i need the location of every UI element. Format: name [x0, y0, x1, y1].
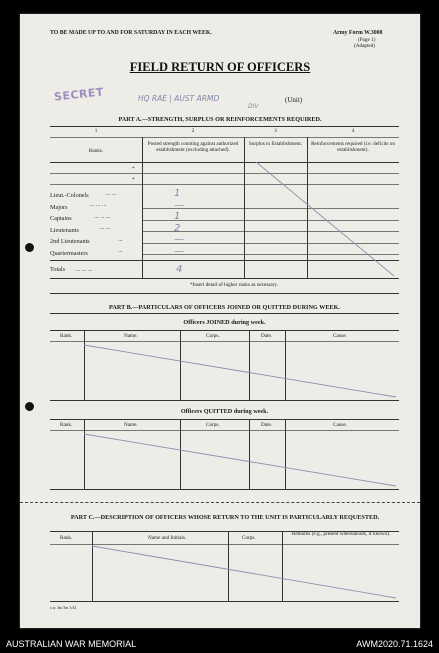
unit-handwritten: HQ RAE | AUST ARMD: [138, 94, 220, 103]
footer-accession: AWM2020.71.1624: [356, 639, 433, 649]
part-b-title: PART B.—PARTICULARS OF OFFICERS JOINED OR QUITTED DURING WEEK.: [109, 304, 340, 311]
joined-col-corps: Corps.: [206, 333, 220, 339]
col-number-4: 4: [351, 128, 355, 134]
partc-col-corps: Corps.: [242, 535, 256, 541]
rank-lieut-colonels: Lieut.-Colonels: [50, 192, 89, 199]
col-header-ranks: Ranks.: [88, 148, 104, 154]
star-row-2: *: [132, 177, 135, 183]
strength-lieut-colonels: 1: [174, 188, 181, 199]
punch-hole-bottom: [25, 402, 34, 411]
strength-2nd-lieutenants: —: [174, 234, 184, 245]
adapted-label: (Adapted): [354, 43, 376, 49]
partc-col-remarks: Remarks (e.g., present whereabouts, if known).: [291, 531, 391, 537]
part-a-note: *Insert detail of higher ranks as necessary.: [190, 282, 278, 288]
partc-strike: [92, 544, 399, 601]
unit-label: (Unit): [285, 96, 303, 104]
strength-values: [174, 188, 184, 257]
footer-credit: AUSTRALIAN WAR MEMORIAL: [6, 639, 137, 649]
joined-col-cause: Cause.: [333, 333, 347, 339]
strength-majors: —: [174, 199, 184, 211]
partc-col-name: Name and Initials.: [148, 535, 187, 541]
col-number-2: 2: [191, 128, 195, 134]
print-code: s.w. 3m 5m 1/41: [50, 605, 77, 610]
totals-value: 4: [176, 264, 183, 275]
star-row-1: *: [132, 166, 135, 172]
joined-col-rank: Rank.: [60, 333, 73, 339]
diagonal-strike: [244, 162, 399, 278]
col-header-surplus: Surplus to Establishment.: [248, 141, 303, 147]
joined-strike: [84, 341, 399, 400]
instruction-text: TO BE MADE UP TO AND FOR SATURDAY IN EACH WEEK.: [50, 30, 212, 36]
form-sheet: TO BE MADE UP TO AND FOR SATURDAY IN EACH WEEK. Army Form W.3008 (Page 1) (Adapted) FIELD RETURN OF OFFICERS SECRET HQ RAE | AUST ARMD DIV (Unit) PART A.—STRENGTH, SURPLUS OR REINFORCEMENTS REQUIRED. 1 2 3 4 Ranks. Posted strength counting against authorized establishment (excluding attached). Surplus to Establishment. Reinforcements required (i.e. deficits on establishment). * * Lieut.-Colonels Majors Captains Lieutenants 2nd Lieutenants Quartermasters ... ... ... ... ... ... ... ... ... ... ... ... 1 — 1 2 — — Totals ... ... ... 4 *Insert detail of higher ranks as necessary. PART B.—PARTICULARS OF OFFICERS JOINED OR QUITTED DURING WEEK. Officers JOINED during week. Rank. Name. Corps. Date. Cause. Officers QUITTED during week. Rank. Name. Corps. Date. Cause. PART C.—DESCRIPTION OF OFFICERS WHOSE RETURN TO THE UNIT IS PARTICULARLY REQUESTED. Rank. Name and Initials. Corps. Remarks (e.g., present whereabouts, if known). s.w. 3m 5m 1/41: [20, 14, 420, 628]
page-title: FIELD RETURN OF OFFICERS: [129, 60, 311, 74]
col-number-1: 1: [94, 128, 98, 134]
joined-col-date: Date.: [261, 333, 273, 339]
col-header-strength: Posted strength counting against authorized establishment (excluding attached).: [147, 141, 239, 153]
quitted-col-cause: Cause.: [333, 422, 347, 428]
rank-quartermasters: Quartermasters: [50, 249, 88, 257]
rank-list: [50, 190, 90, 259]
col-number-3: 3: [274, 128, 277, 134]
page-label: (Page 1): [358, 37, 376, 43]
rank-majors: Majors: [50, 203, 68, 211]
strength-quartermasters: —: [174, 245, 184, 257]
partc-col-rank: Rank.: [60, 535, 73, 541]
quitted-strike: [84, 430, 399, 489]
secret-stamp: SECRET: [53, 85, 105, 104]
punch-hole-top: [25, 243, 34, 252]
quitted-col-date: Date.: [261, 422, 273, 428]
col-header-reinforcements: Reinforcements required (i.e. deficits on establishment).: [311, 141, 395, 153]
form-number: Army Form W.3008: [333, 30, 383, 36]
totals-label: Totals: [50, 266, 66, 273]
part-a-title: PART A.—STRENGTH, SURPLUS OR REINFORCEMENTS REQUIRED.: [118, 116, 322, 123]
part-c-title: PART C.—DESCRIPTION OF OFFICERS WHOSE RETURN TO THE UNIT IS PARTICULARLY REQUESTED.: [70, 514, 380, 521]
quitted-col-corps: Corps.: [206, 422, 220, 428]
quitted-col-name: Name.: [124, 422, 138, 428]
rank-lieutenants: Lieutenants: [50, 226, 79, 234]
strength-captains: 1: [174, 211, 181, 222]
rank-2nd-lieutenants: 2nd Lieutenants: [50, 238, 90, 245]
rank-captains: Captains: [50, 215, 72, 222]
unit-handwritten-line2: DIV: [248, 103, 259, 110]
joined-col-name: Name.: [124, 333, 138, 339]
strength-lieutenants: 2: [174, 222, 181, 234]
joined-title: Officers JOINED during week.: [183, 319, 266, 326]
quitted-col-rank: Rank.: [60, 422, 73, 428]
quitted-title: Officers QUITTED during week.: [180, 408, 269, 415]
